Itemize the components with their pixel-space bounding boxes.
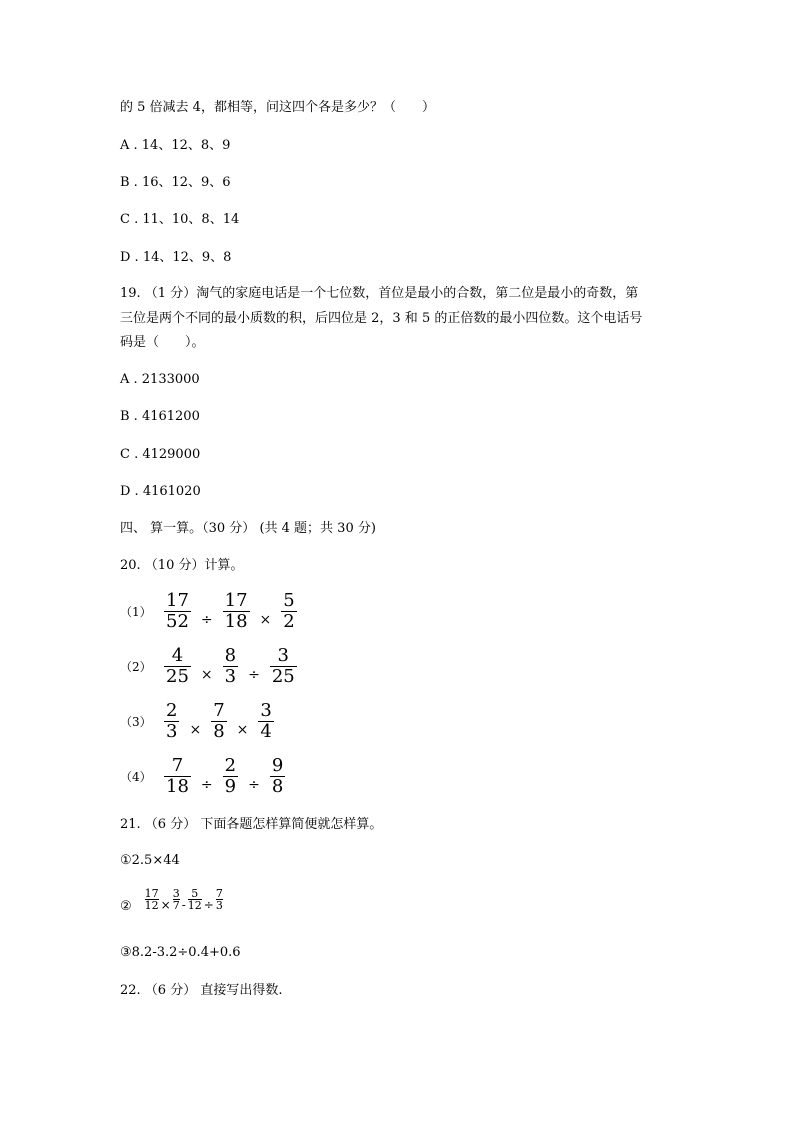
fraction: $\frac{4}{25}$ <box>166 645 189 687</box>
expr-label: （1） <box>120 605 152 619</box>
fraction: $\frac{8}{3}$ <box>224 645 237 687</box>
fraction: $\frac{5}{2}$ <box>283 590 295 632</box>
fraction: $\frac{2}{9}$ <box>224 755 237 797</box>
q18-option-a[interactable]: A . 14、12、8、9 <box>120 138 231 153</box>
fraction: $\frac{17}{18}$ <box>224 590 248 632</box>
fraction: 5 12 <box>187 887 202 912</box>
operator: - <box>181 897 186 912</box>
fraction: $\frac{7}{18}$ <box>166 755 189 797</box>
operator: × <box>160 897 171 912</box>
expr-label: （3） <box>120 715 152 729</box>
q21-item-1: ①2.5×44 <box>120 853 180 868</box>
expr-label: （4） <box>120 770 152 784</box>
q18-option-c[interactable]: C . 11、10、8、14 <box>120 212 240 227</box>
q18-option-b[interactable]: B . 16、12、9、6 <box>120 175 231 190</box>
fraction: $\frac{3}{25}$ <box>271 645 295 687</box>
q19-text-line-2: 三位是两个不同的最小质数的积，后四位是 2，3 和 5 的正倍数的最小四位数。这个电话号 <box>120 311 643 326</box>
q19-text-line-3: 码是（ ）。 <box>120 335 205 350</box>
expr-label: ② <box>120 899 132 914</box>
q22-title: 22. （6 分） 直接写出得数. <box>120 983 283 998</box>
operator: ÷ <box>200 776 213 793</box>
q19-option-d[interactable]: D . 4161020 <box>120 484 201 499</box>
operator: × <box>189 721 202 738</box>
q19-option-b[interactable]: B . 4161200 <box>120 409 200 424</box>
fraction: $\frac{3}{4}$ <box>260 700 272 742</box>
q20-expression-1 <box>120 592 301 631</box>
fraction: $\frac{7}{8}$ <box>213 700 225 742</box>
q19-option-a[interactable]: A . 2133000 <box>120 372 200 387</box>
fraction: $\frac{17}{52}$ <box>166 590 189 632</box>
section-heading: 四、 算一算。（30 分） (共 4 题；共 30 分) <box>120 521 376 536</box>
q20-title: 20. （10 分）计算。 <box>120 558 244 573</box>
q20-expression-4 <box>120 757 289 796</box>
fraction: $\frac{9}{8}$ <box>271 755 284 797</box>
operator: ÷ <box>248 666 260 683</box>
expr-label: （2） <box>120 660 152 674</box>
operator: × <box>259 611 272 628</box>
q20-expression-3 <box>120 702 278 741</box>
operator: × <box>236 721 249 738</box>
q21-title: 21. （6 分） 下面各题怎样算简便就怎样算。 <box>120 817 383 832</box>
q21-item-2 <box>120 887 224 914</box>
operator: ÷ <box>203 897 214 912</box>
q18-option-d[interactable]: D . 14、12、9、8 <box>120 250 232 265</box>
fraction: $\frac{2}{3}$ <box>166 700 178 742</box>
q21-item-3: ③8.2-3.2÷0.4+0.6 <box>120 945 241 960</box>
q20-expression-2 <box>120 647 301 686</box>
q19-text-line-1: 19. （1 分）淘气的家庭电话是一个七位数，首位是最小的合数，第二位是最小的奇数，第 <box>120 286 639 301</box>
q19-option-c[interactable]: C . 4129000 <box>120 447 201 462</box>
q18-text: 的 5 倍减去 4，都相等，问这四个各是多少？（ ） <box>120 100 435 115</box>
operator: ÷ <box>248 776 260 793</box>
fraction: 7 3 <box>215 887 223 912</box>
fraction: 3 7 <box>172 887 180 912</box>
operator: × <box>200 666 213 683</box>
operator: ÷ <box>200 611 213 628</box>
fraction: 17 12 <box>144 887 159 912</box>
